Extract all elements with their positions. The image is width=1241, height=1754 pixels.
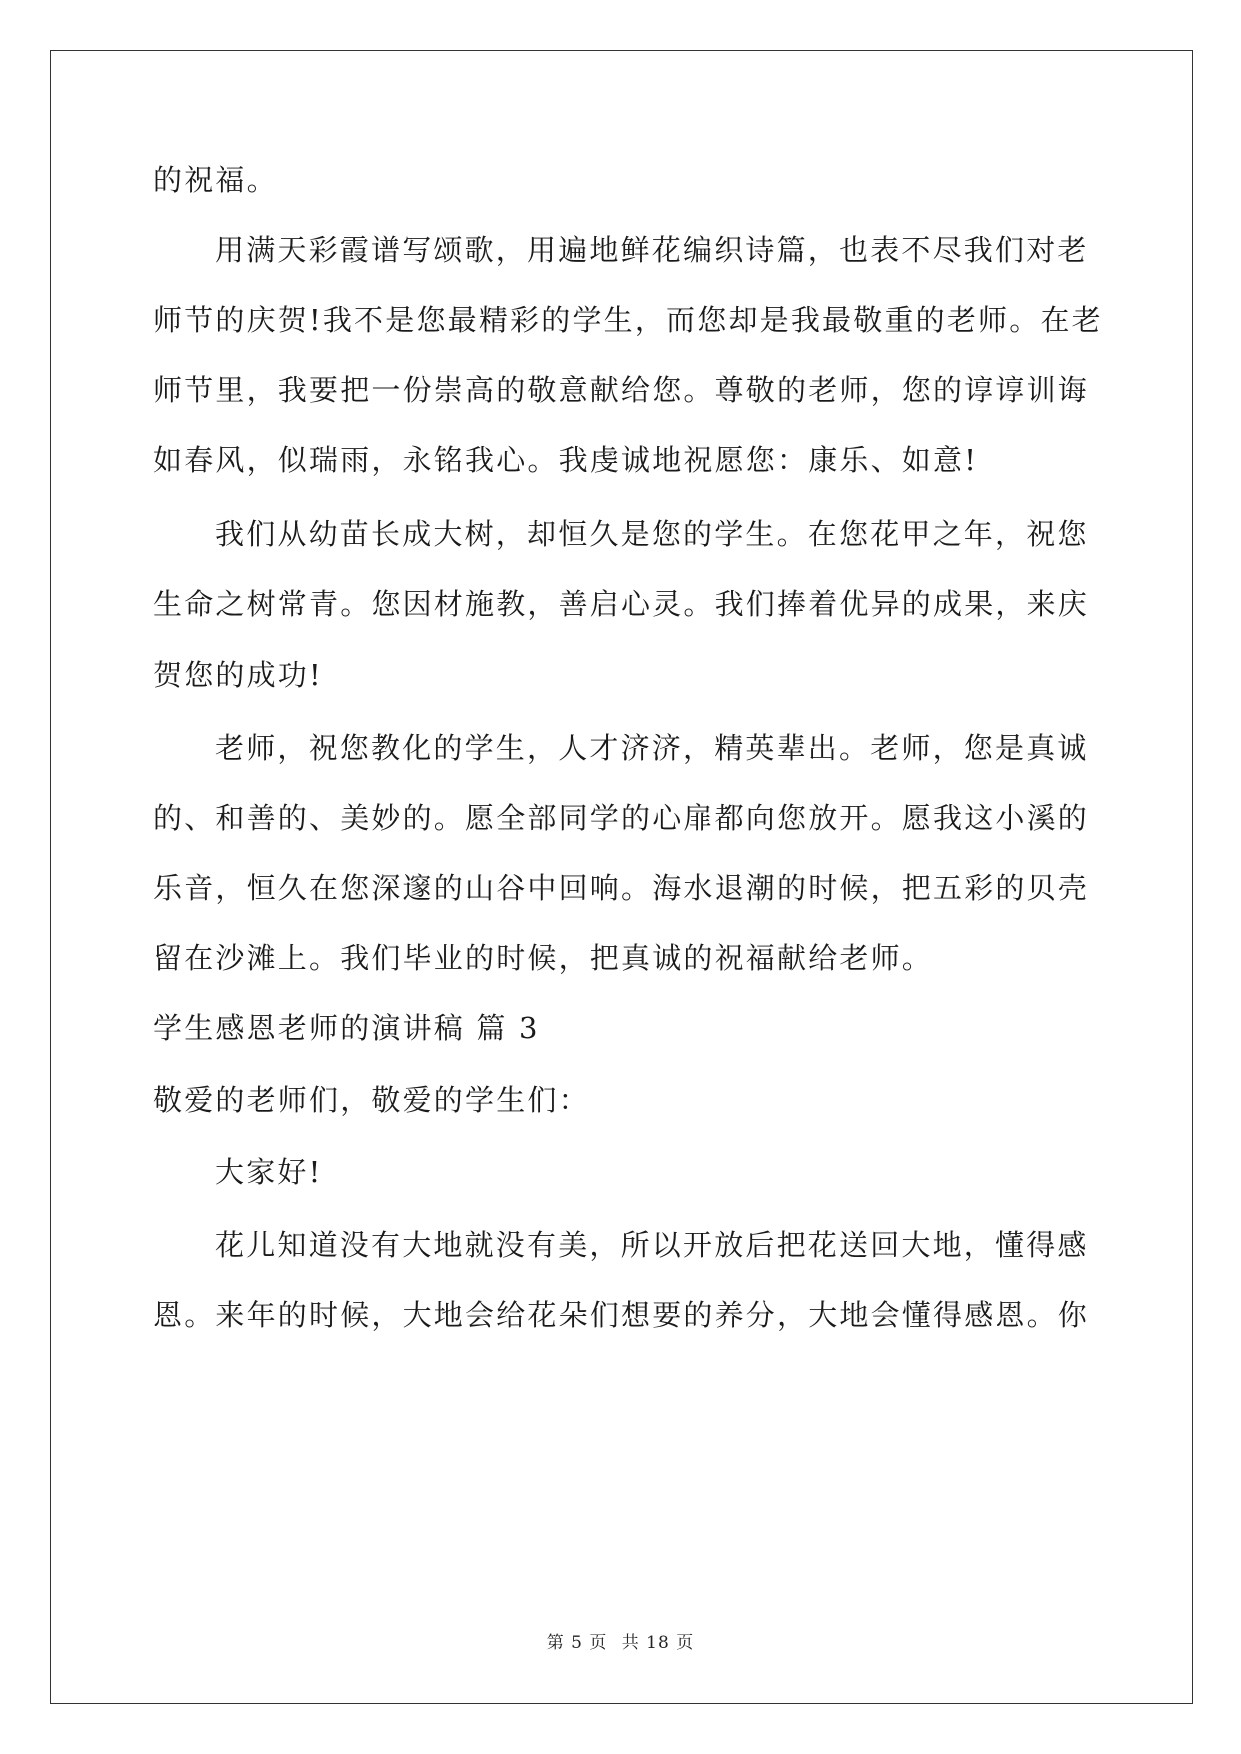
- paragraph-line: 花儿知道没有大地就没有美，所以开放后把花送回大地，懂得感: [215, 1228, 1089, 1262]
- text-line: 的祝福。: [153, 163, 278, 197]
- page-number: 第 5 页: [546, 1633, 608, 1653]
- text-line: 师节里，我要把一份崇高的敬意献给您。尊敬的老师，您的谆谆训诲: [153, 373, 1090, 407]
- text-line: 留在沙滩上。我们毕业的时候，把真诚的祝福献给老师。: [153, 941, 934, 975]
- text-line: 师节的庆贺!我不是您最精彩的学生，而您却是我最敬重的老师。在老: [153, 303, 1103, 337]
- paragraph-line: 老师，祝您教化的学生，人才济济，精英辈出。老师，您是真诚: [215, 731, 1089, 765]
- text-line: 的、和善的、美妙的。愿全部同学的心扉都向您放开。愿我这小溪的: [153, 801, 1090, 835]
- text-line: 乐音，恒久在您深邃的山谷中回响。海水退潮的时候，把五彩的贝壳: [153, 871, 1090, 905]
- paragraph-line: 我们从幼苗长成大树，却恒久是您的学生。在您花甲之年，祝您: [215, 517, 1089, 551]
- salutation: 敬爱的老师们，敬爱的学生们：: [153, 1083, 590, 1117]
- text-line: 贺您的成功!: [153, 658, 323, 692]
- page-total: 共 18 页: [621, 1633, 695, 1653]
- greeting: 大家好!: [215, 1155, 323, 1189]
- text-line: 恩。来年的时候，大地会给花朵们想要的养分，大地会懂得感恩。你: [153, 1298, 1090, 1332]
- page-footer: [0, 1628, 1241, 1653]
- text-line: 生命之树常青。您因材施教，善启心灵。我们捧着优异的成果，来庆: [153, 587, 1090, 621]
- section-heading: 学生感恩老师的演讲稿 篇 3: [153, 1011, 540, 1045]
- paragraph-line: 用满天彩霞谱写颂歌，用遍地鲜花编织诗篇，也表不尽我们对老: [215, 233, 1089, 267]
- text-line: 如春风，似瑞雨，永铭我心。我虔诚地祝愿您：康乐、如意!: [153, 443, 979, 477]
